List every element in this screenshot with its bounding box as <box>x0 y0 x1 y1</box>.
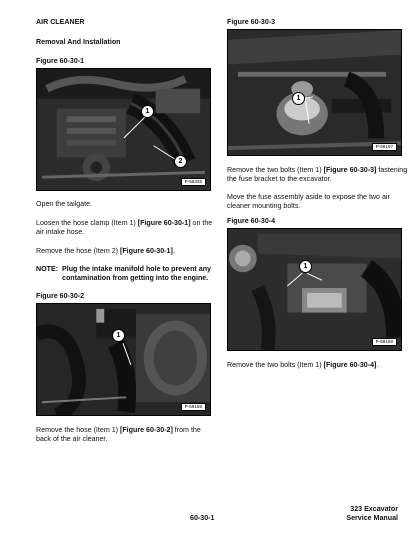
callout-item-1: 1 <box>292 92 305 105</box>
step-remove-fuse-bolts-line-1 <box>227 166 407 175</box>
mounting-bolts-photo-illustration <box>228 229 401 350</box>
step-text: . <box>172 247 175 255</box>
figure-caption-60-30-2: Figure 60-30-2 <box>36 292 85 300</box>
figure-caption-60-30-3: Figure 60-30-3 <box>227 18 276 26</box>
figure-reference: [Figure 60-30-3] <box>323 166 377 174</box>
page-number: 60-30-1 <box>190 514 215 522</box>
step-text: Remove the two bolts (Item 1) <box>227 166 324 174</box>
step-text: . <box>376 361 379 369</box>
step-text: from the <box>172 426 201 434</box>
figure-60-30-3-photo <box>227 29 402 156</box>
figure-caption-60-30-4: Figure 60-30-4 <box>227 217 276 225</box>
section-title: AIR CLEANER <box>36 18 85 26</box>
photo-code: P-59158 <box>372 338 397 346</box>
step-text: on the <box>190 219 213 227</box>
step-remove-mounting-bolts <box>227 361 378 370</box>
engine-photo-illustration <box>37 69 210 190</box>
step-text: Remove the hose (Item 2) <box>36 247 120 255</box>
step-remove-hose-back-line-2: back of the air cleaner. <box>36 435 108 443</box>
step-loosen-clamp-line-2: air intake hose. <box>36 228 85 236</box>
fuse-bracket-photo-illustration <box>228 30 401 155</box>
note-text-line-1: Plug the intake manifold hole to prevent any <box>62 265 211 273</box>
callout-item-1: 1 <box>299 260 312 273</box>
figure-60-30-1-photo <box>36 68 211 191</box>
figure-60-30-2-photo <box>36 303 211 416</box>
step-move-fuse-line-1: Move the fuse assembly aside to expose the two air <box>227 193 390 201</box>
photo-code: P-59156 <box>181 403 206 411</box>
note-text-line-2: contamination from getting into the engine. <box>62 274 209 282</box>
step-loosen-clamp-line-1 <box>36 219 212 228</box>
callout-item-1: 1 <box>112 329 125 342</box>
callout-item-2: 2 <box>174 155 187 168</box>
figure-reference: [Figure 60-30-4] <box>323 361 377 369</box>
footer-manual: Service Manual <box>346 514 398 522</box>
subsection-title: Removal And Installation <box>36 38 121 46</box>
step-move-fuse-line-2: cleaner mounting bolts. <box>227 202 301 210</box>
photo-code: P-59335 <box>181 178 206 186</box>
footer-model: 323 Excavator <box>350 505 398 513</box>
air-cleaner-photo-illustration <box>37 304 210 415</box>
step-remove-hose-item-2 <box>36 247 175 256</box>
step-text: Remove the hose (Item 1) <box>36 426 120 434</box>
step-text: fastening <box>376 166 408 174</box>
note-label: NOTE: <box>36 265 59 273</box>
step-remove-fuse-bolts-line-2: the fuse bracket to the excavator. <box>227 175 332 183</box>
figure-60-30-4-photo <box>227 228 402 351</box>
figure-reference: [Figure 60-30-1] <box>119 247 173 255</box>
figure-caption-60-30-1: Figure 60-30-1 <box>36 57 85 65</box>
step-text: Loosen the hose clamp (Item 1) <box>36 219 138 227</box>
step-text: Remove the two bolts (Item 1) <box>227 361 324 369</box>
callout-item-1: 1 <box>141 105 154 118</box>
figure-reference: [Figure 60-30-2] <box>119 426 173 434</box>
photo-code: P-59157 <box>372 143 397 151</box>
figure-reference: [Figure 60-30-1] <box>137 219 191 227</box>
step-open-tailgate: Open the tailgate. <box>36 200 93 208</box>
step-remove-hose-back-line-1 <box>36 426 201 435</box>
